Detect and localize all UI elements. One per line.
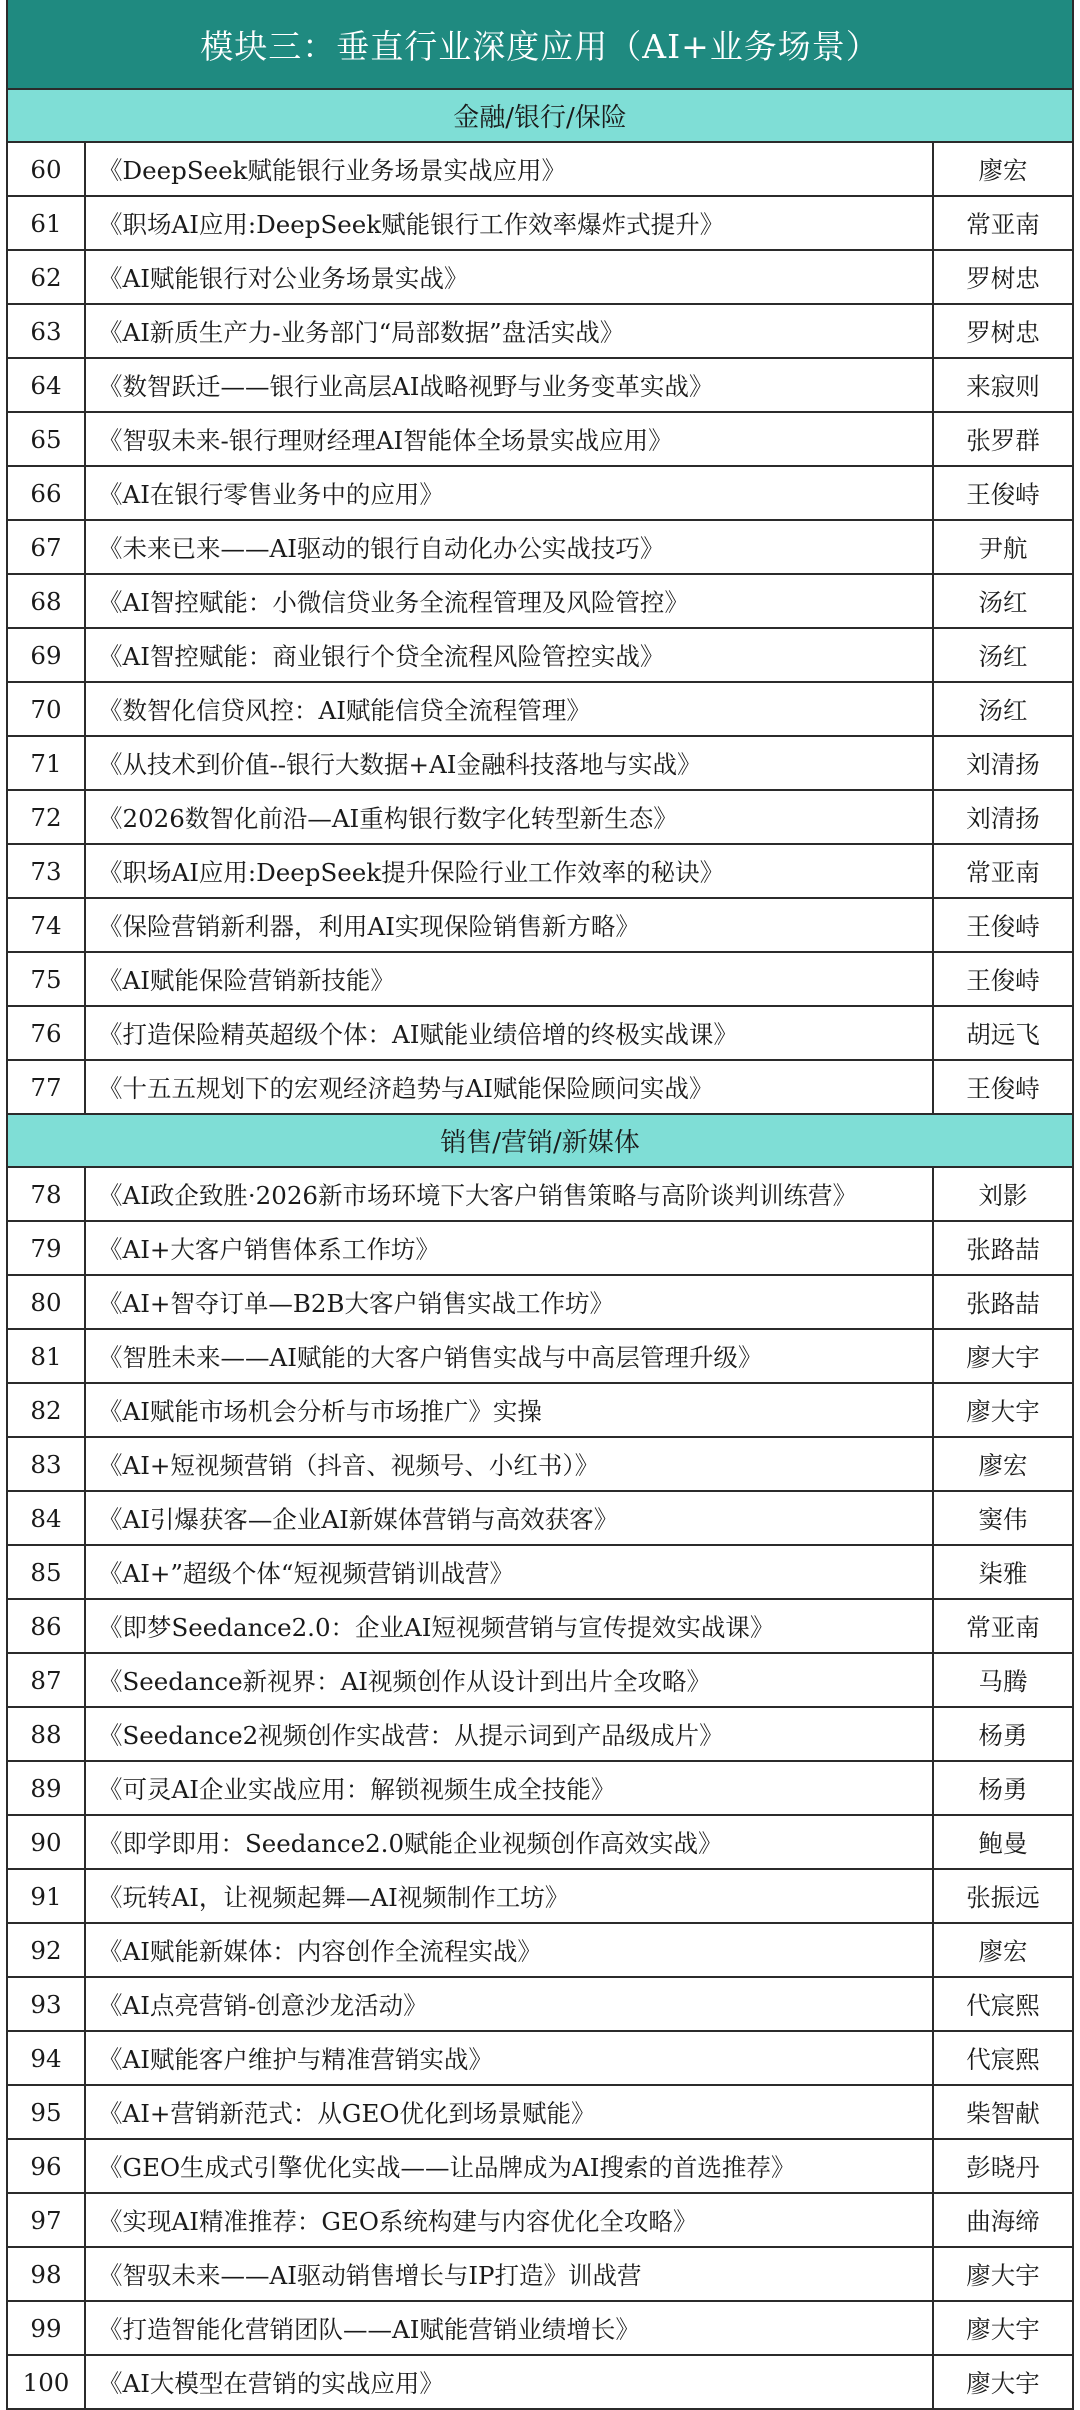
course-number: 87 [8,1654,86,1706]
teacher-name: 汤红 [978,695,1028,725]
section-header: 金融/银行/保险 [8,90,1072,143]
table-row [8,2302,1072,2356]
course-title: 《可灵AI企业实战应用：解锁视频生成全技能》 [86,1762,934,1814]
table-row [8,1924,1072,1978]
teacher-name: 廖宏 [978,155,1028,185]
course-number: 93 [8,1978,86,2030]
table-row [8,1654,1072,1708]
course-number: 98 [8,2248,86,2300]
table-row [8,1276,1072,1330]
teacher-name: 柒雅 [978,1558,1028,1588]
course-title: 《2026数智化前沿—AI重构银行数字化转型新生态》 [86,791,934,843]
teacher-name: 刘清扬 [966,803,1040,833]
table-row [8,251,1072,305]
course-number: 60 [8,143,86,195]
table-row [8,1816,1072,1870]
table-row [8,1492,1072,1546]
table-row [8,1708,1072,1762]
course-title: 《从技术到价值--银行大数据+AI金融科技落地与实战》 [86,737,934,789]
table-row [8,629,1072,683]
teacher-name: 廖大宇 [966,2368,1040,2398]
teacher-name: 王俊峙 [966,911,1040,941]
course-title: 《Seedance新视界：AI视频创作从设计到出片全攻略》 [86,1654,934,1706]
teacher-name: 杨勇 [978,1720,1028,1750]
course-title: 《AI+”超级个体“短视频营销训战营》 [86,1546,934,1598]
course-number: 97 [8,2194,86,2246]
table-row [8,1870,1072,1924]
course-title: 《数智跃迁——银行业高层AI战略视野与业务变革实战》 [86,359,934,411]
course-title: 《AI+短视频营销（抖音、视频号、小红书）》 [86,1438,934,1490]
teacher-name: 张路喆 [966,1234,1040,1264]
course-title: 《玩转AI，让视频起舞—AI视频制作工坊》 [86,1870,934,1922]
course-number: 67 [8,521,86,573]
teacher-name: 王俊峙 [966,479,1040,509]
teacher-name: 汤红 [978,587,1028,617]
table-row [8,1007,1072,1061]
teacher-name: 廖宏 [978,1450,1028,1480]
course-number: 68 [8,575,86,627]
teacher-name: 杨勇 [978,1774,1028,1804]
course-number: 76 [8,1007,86,1059]
course-title: 《数智化信贷风控：AI赋能信贷全流程管理》 [86,683,934,735]
table-row [8,467,1072,521]
table-row [8,791,1072,845]
teacher-name: 张路喆 [966,1288,1040,1318]
course-title: 《AI+智夺订单—B2B大客户销售实战工作坊》 [86,1276,934,1328]
table-row [8,1762,1072,1816]
table-row [8,899,1072,953]
course-title: 《Seedance2视频创作实战营：从提示词到产品级成片》 [86,1708,934,1760]
course-number: 79 [8,1222,86,1274]
table-row [8,737,1072,791]
table-row [8,1330,1072,1384]
teacher-name: 代宸熙 [966,2044,1040,2074]
course-number: 72 [8,791,86,843]
course-number: 90 [8,1816,86,1868]
course-title: 《AI引爆获客—企业AI新媒体营销与高效获客》 [86,1492,934,1544]
table-row [8,1600,1072,1654]
table-row [8,413,1072,467]
teacher-name: 鲍曼 [978,1828,1028,1858]
table-row [8,305,1072,359]
teacher-name: 罗树忠 [966,263,1040,293]
table-row [8,683,1072,737]
table-row [8,2248,1072,2302]
table-row [8,575,1072,629]
teacher-name: 廖大宇 [966,1396,1040,1426]
course-title: 《打造保险精英超级个体：AI赋能业绩倍增的终极实战课》 [86,1007,934,1059]
teacher-name: 来寂则 [966,371,1040,401]
course-title: 《即学即用：Seedance2.0赋能企业视频创作高效实战》 [86,1816,934,1868]
course-number: 82 [8,1384,86,1436]
course-title: 《未来已来——AI驱动的银行自动化办公实战技巧》 [86,521,934,573]
teacher-name: 王俊峙 [966,1073,1040,1103]
teacher-name: 廖大宇 [966,1342,1040,1372]
course-number: 96 [8,2140,86,2192]
course-number: 88 [8,1708,86,1760]
table-row [8,2032,1072,2086]
course-number: 91 [8,1870,86,1922]
course-number: 63 [8,305,86,357]
course-number: 81 [8,1330,86,1382]
course-number: 71 [8,737,86,789]
course-title: 《十五五规划下的宏观经济趋势与AI赋能保险顾问实战》 [86,1061,934,1113]
course-number: 92 [8,1924,86,1976]
table-row [8,1978,1072,2032]
course-title: 《AI智控赋能：商业银行个贷全流程风险管控实战》 [86,629,934,681]
table-row [8,953,1072,1007]
table-row [8,1384,1072,1438]
teacher-name: 柴智献 [966,2098,1040,2128]
teacher-name: 窦伟 [978,1504,1028,1534]
teacher-name: 廖大宇 [966,2260,1040,2290]
course-title: 《实现AI精准推荐：GEO系统构建与内容优化全攻略》 [86,2194,934,2246]
course-title: 《即梦Seedance2.0：企业AI短视频营销与宣传提效实战课》 [86,1600,934,1652]
table-row [8,1546,1072,1600]
table-row [8,2194,1072,2248]
teacher-name: 王俊峙 [966,965,1040,995]
teacher-name: 彭晓丹 [966,2152,1040,2182]
teacher-name: 廖大宇 [966,2314,1040,2344]
table-row [8,1061,1072,1115]
table-row [8,1438,1072,1492]
module-title: 模块三：垂直行业深度应用（AI+业务场景） [8,0,1072,90]
table-body [8,90,1072,2410]
teacher-name: 罗树忠 [966,317,1040,347]
course-number: 100 [8,2356,86,2408]
course-number: 80 [8,1276,86,1328]
table-row [8,845,1072,899]
table-row [8,2140,1072,2194]
course-title: 《AI大模型在营销的实战应用》 [86,2356,934,2408]
course-title: 《DeepSeek赋能银行业务场景实战应用》 [86,143,934,195]
course-number: 62 [8,251,86,303]
table-row [8,359,1072,413]
teacher-name: 常亚南 [966,1612,1040,1642]
teacher-name: 廖宏 [978,1936,1028,1966]
course-title: 《AI新质生产力-业务部门“局部数据”盘活实战》 [86,305,934,357]
teacher-name: 张罗群 [966,425,1040,455]
table-row [8,1168,1072,1222]
course-number: 85 [8,1546,86,1598]
course-title: 《AI+营销新范式：从GEO优化到场景赋能》 [86,2086,934,2138]
table-row [8,2086,1072,2140]
course-title: 《打造智能化营销团队——AI赋能营销业绩增长》 [86,2302,934,2354]
course-title: 《AI赋能新媒体：内容创作全流程实战》 [86,1924,934,1976]
teacher-name: 尹航 [978,533,1028,563]
course-number: 73 [8,845,86,897]
course-number: 75 [8,953,86,1005]
course-number: 65 [8,413,86,465]
table-row [8,143,1072,197]
teacher-name: 刘影 [978,1180,1028,1210]
course-number: 66 [8,467,86,519]
table-row [8,1222,1072,1276]
course-title: 《智驭未来-银行理财经理AI智能体全场景实战应用》 [86,413,934,465]
teacher-name: 马腾 [978,1666,1028,1696]
course-number: 99 [8,2302,86,2354]
course-title: 《AI赋能客户维护与精准营销实战》 [86,2032,934,2084]
teacher-name: 常亚南 [966,857,1040,887]
teacher-name: 常亚南 [966,209,1040,239]
course-title: 《AI政企致胜·2026新市场环境下大客户销售策略与高阶谈判训练营》 [86,1168,934,1220]
course-title: 《职场AI应用:DeepSeek提升保险行业工作效率的秘诀》 [86,845,934,897]
table-row [8,197,1072,251]
teacher-name: 胡远飞 [966,1019,1040,1049]
course-title: 《职场AI应用:DeepSeek赋能银行工作效率爆炸式提升》 [86,197,934,249]
course-number: 86 [8,1600,86,1652]
course-title: 《AI赋能银行对公业务场景实战》 [86,251,934,303]
course-number: 89 [8,1762,86,1814]
course-number: 84 [8,1492,86,1544]
course-number: 83 [8,1438,86,1490]
table-row [8,521,1072,575]
course-title: 《AI点亮营销-创意沙龙活动》 [86,1978,934,2030]
course-number: 61 [8,197,86,249]
course-number: 74 [8,899,86,951]
course-title: 《AI在银行零售业务中的应用》 [86,467,934,519]
teacher-name: 张振远 [966,1882,1040,1912]
teacher-name: 汤红 [978,641,1028,671]
course-number: 95 [8,2086,86,2138]
course-number: 94 [8,2032,86,2084]
teacher-name: 曲海缔 [966,2206,1040,2236]
course-title: 《智胜未来——AI赋能的大客户销售实战与中高层管理升级》 [86,1330,934,1382]
course-title: 《AI赋能保险营销新技能》 [86,953,934,1005]
course-title: 《AI赋能市场机会分析与市场推广》实操 [86,1384,934,1436]
course-title: 《AI智控赋能：小微信贷业务全流程管理及风险管控》 [86,575,934,627]
course-title: 《智驭未来——AI驱动销售增长与IP打造》训战营 [86,2248,934,2300]
course-number: 69 [8,629,86,681]
course-number: 70 [8,683,86,735]
course-number: 78 [8,1168,86,1220]
course-title: 《AI+大客户销售体系工作坊》 [86,1222,934,1274]
course-title: 《GEO生成式引擎优化实战——让品牌成为AI搜索的首选推荐》 [86,2140,934,2192]
course-title: 《保险营销新利器，利用AI实现保险销售新方略》 [86,899,934,951]
section-header: 销售/营销/新媒体 [8,1115,1072,1168]
course-table [6,0,1074,2410]
teacher-name: 刘清扬 [966,749,1040,779]
teacher-name: 代宸熙 [966,1990,1040,2020]
table-row [8,2356,1072,2410]
course-number: 64 [8,359,86,411]
course-number: 77 [8,1061,86,1113]
